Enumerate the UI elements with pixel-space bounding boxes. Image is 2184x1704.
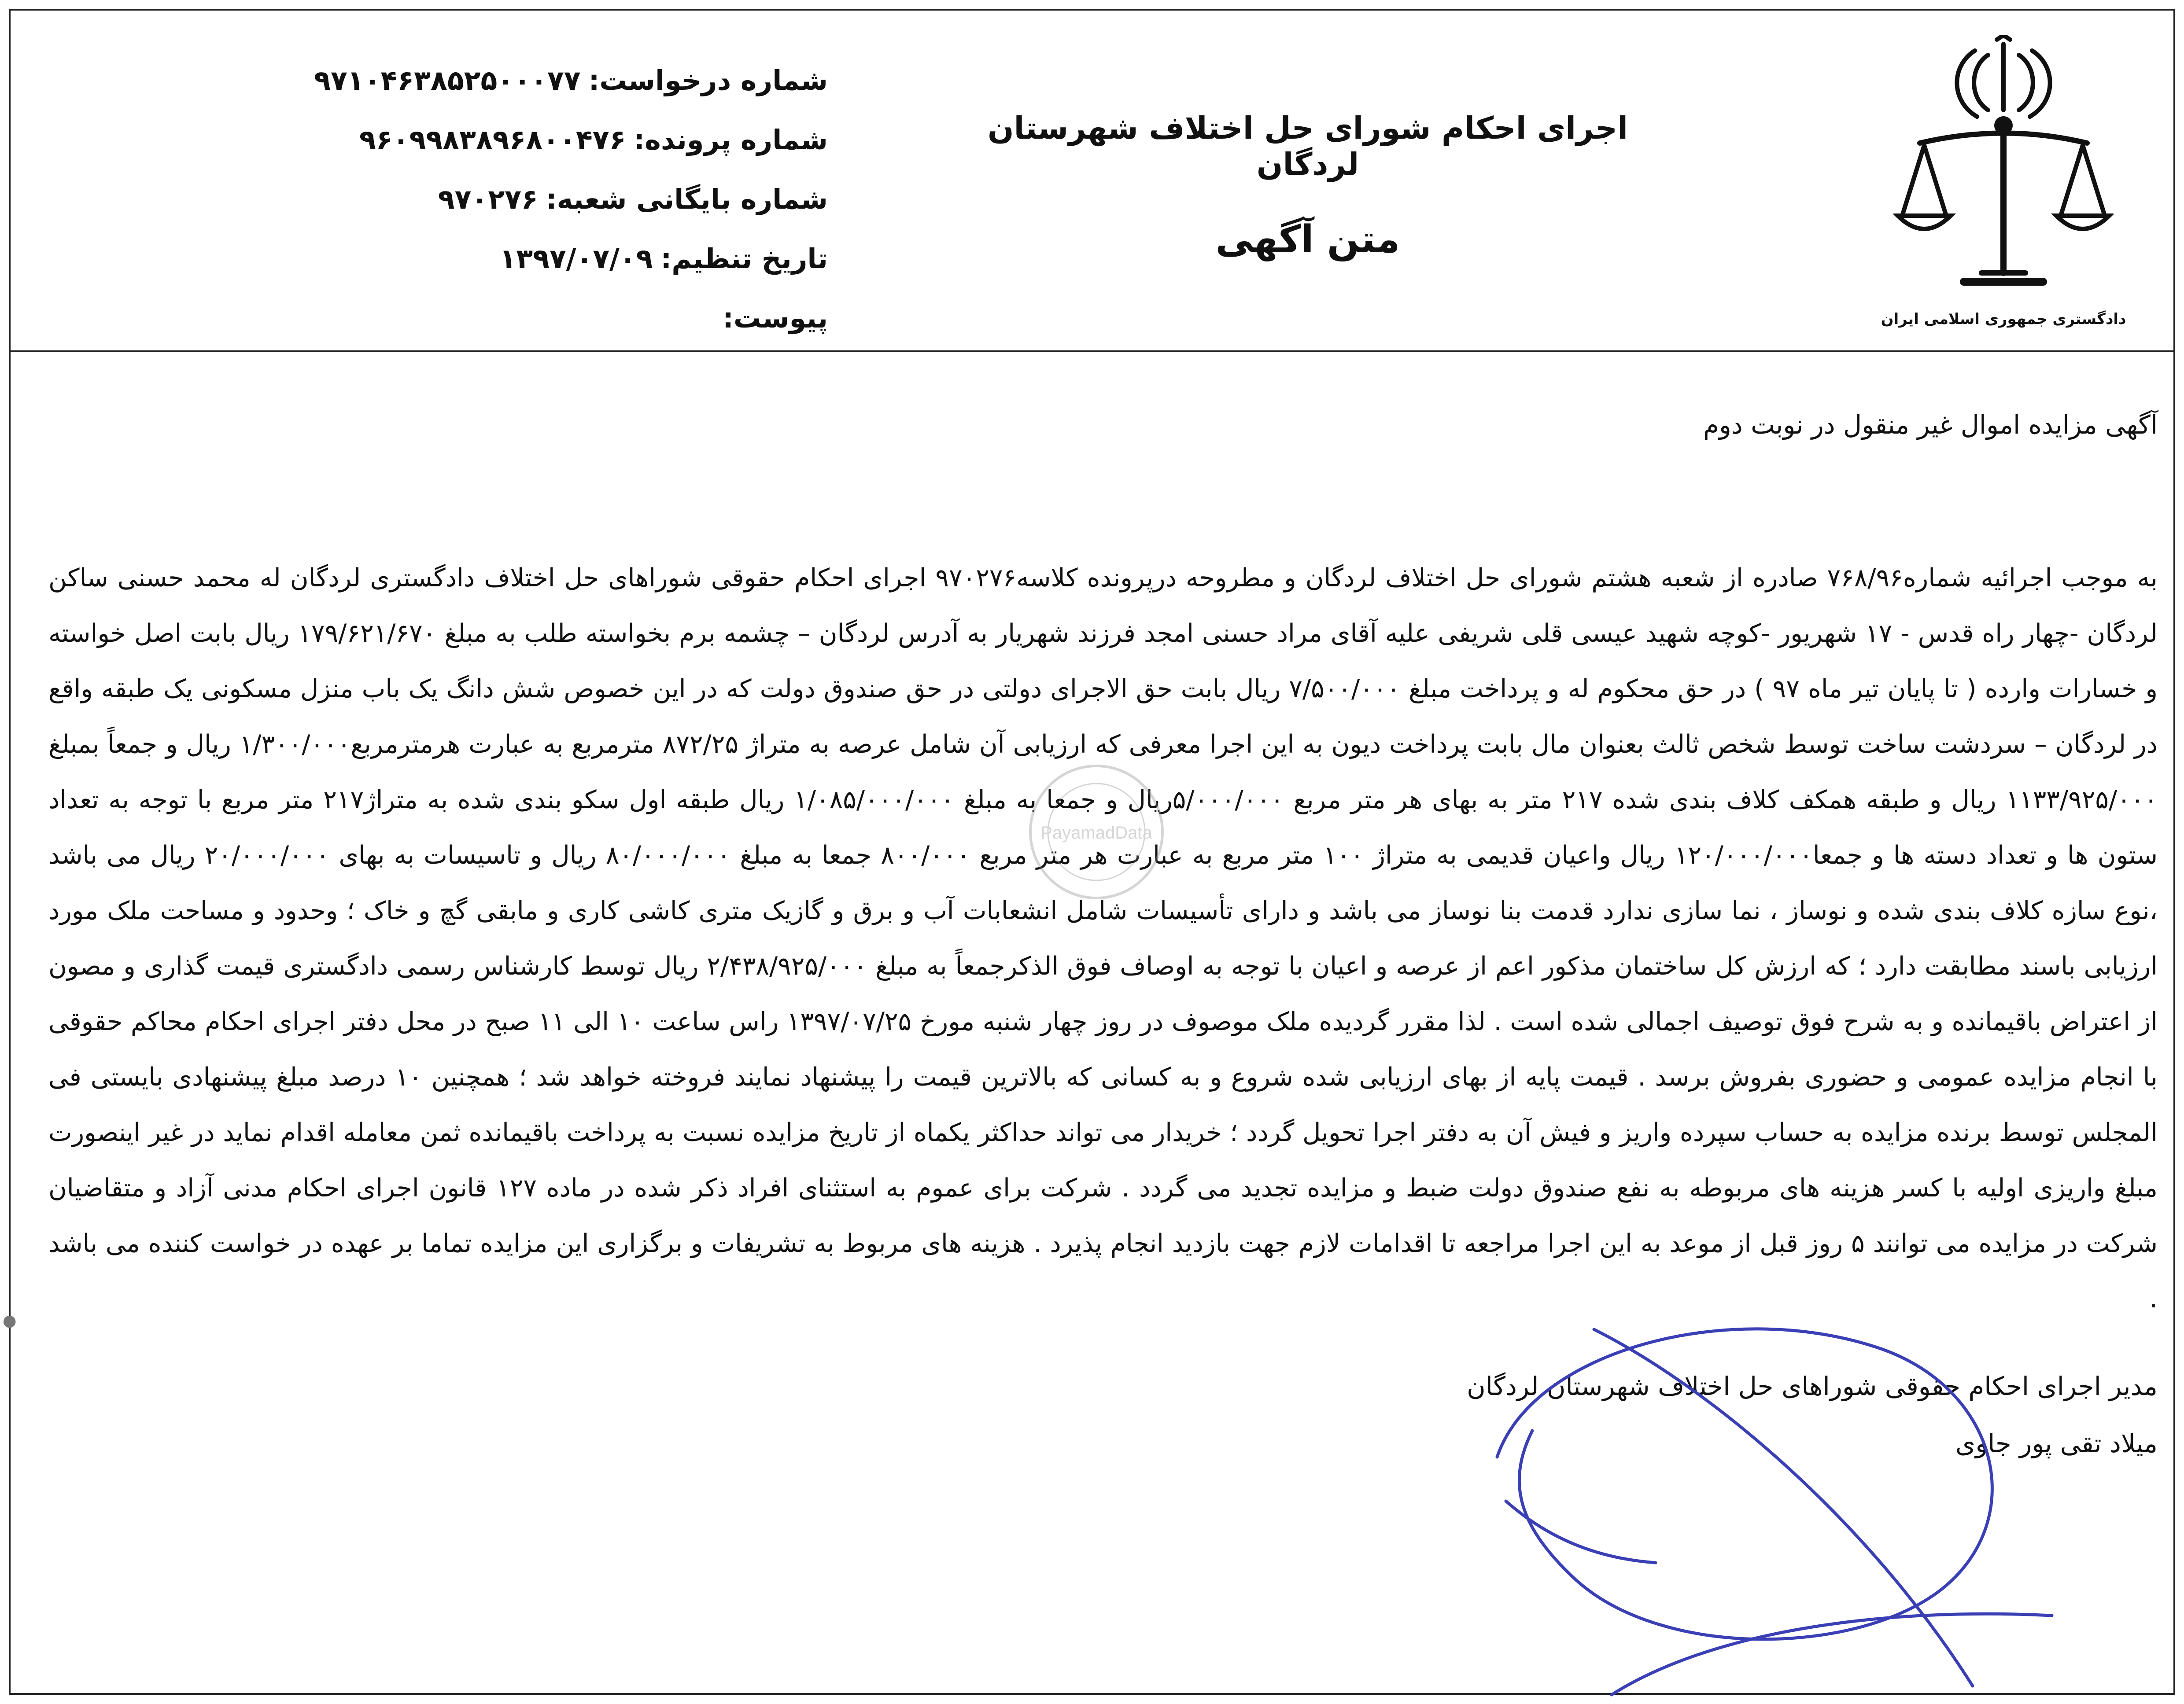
signature-block: [48, 1358, 2158, 1472]
emblem-caption: دادگستری جمهوری اسلامی ایران: [1881, 310, 2126, 328]
document-meta: [299, 51, 828, 348]
meta-label: شماره بایگانی شعبه:: [546, 183, 828, 215]
meta-value: ۹۶۰۹۹۸۳۸۹۶۸۰۰۴۷۶: [359, 124, 626, 156]
watermark-text: PayamadData: [1040, 823, 1152, 843]
title-block: [956, 110, 1660, 261]
meta-row-request-number: [299, 51, 828, 110]
iran-emblem-scales-icon: [1893, 35, 2114, 299]
edge-mark: ●: [3, 1312, 17, 1330]
meta-value: ۹۷۱۰۴۶۳۸۵۲۵۰۰۰۷۷: [314, 64, 581, 96]
emblem-block: [1871, 35, 2136, 343]
document-body: [48, 370, 2158, 1472]
notice-title: آگهی مزایده اموال غیر منقول در نوبت دوم: [1703, 410, 2158, 440]
meta-row-archive-number: [299, 169, 828, 229]
signer-title: مدیر اجرای احکام حقوقی شوراهای حل اختلاف شهرستان لردگان: [1467, 1371, 2158, 1401]
page-title: اجرای احکام شورای حل اختلاف شهرستان لردگان: [987, 110, 1628, 182]
meta-row-case-number: [299, 110, 828, 169]
stamp-watermark-icon: [1022, 757, 1171, 907]
meta-label: شماره درخواست:: [588, 64, 828, 96]
meta-label: پیوست:: [723, 302, 828, 334]
meta-label: شماره پرونده:: [634, 124, 828, 156]
meta-value: ۱۳۹۷/۰۷/۰۹: [499, 243, 653, 275]
meta-label: تاریخ تنظیم:: [660, 243, 828, 275]
meta-value: ۹۷۰۲۷۶: [438, 183, 538, 215]
meta-row-attachment: [299, 288, 828, 348]
notice-paragraph: به موجب اجرائیه شماره۷۶۸/۹۶ صادره از شعبه هشتم شورای حل اختلاف لردگان و مطروحه درپرونده کلاسه۹۷۰۲۷۶ اجرای احکام حقوقی شوراهای حل اختلاف دادگستری لردگان له محمد حسنی ساکن لردگان -چهار راه قدس - ۱۷ شهریور -کوچه شهید عیسی قلی شریفی علیه آقای مراد حسنی امجد فرزند شهریار به آدرس لردگان – چشمه برم بخواسته طلب به مبلغ ۱۷۹/۶۲۱/۶۷۰ ریال بابت اصل خواسته و خسارات وارده ( تا پایان تیر ماه ۹۷ ) در حق محکوم له و پرداخت مبلغ ۷/۵۰۰/۰۰۰ ریال بابت حق الاجرای دولتی در حق صندوق دولت که در این خصوص شش دانگ یک باب منزل مسکونی یک طبقه واقع در لردگان – سردشت ساخت توسط شخص ثالث بعنوان مال بابت پرداخت دیون به این اجرا معرفی که ارزیابی آن شامل عرصه به متراژ ۸۷۲/۲۵ مترمربع به عبارت هرمترمربع۱/۳۰۰/۰۰۰ ریال و جمعاً بمبلغ ۱۱۳۳/۹۲۵/۰۰۰ ریال و طبقه همکف کلاف بندی شده ۲۱۷ متر به بهای هر متر مربع ۵/۰۰۰/۰۰۰ریال و جمعا به مبلغ ۱/۰۸۵/۰۰۰/۰۰۰ ریال طبقه اول سکو بندی شده به متراژ۲۱۷ متر مربع با توجه به تعداد ستون ها و تعداد دسته ها و جمعا۱۲۰/۰۰۰/۰۰۰ ریال واعیان قدیمی به متراژ ۱۰۰ متر مربع به عبارت هر متر مربع ۸۰۰/۰۰۰ جمعا به مبلغ ۸۰/۰۰۰/۰۰۰ ریال و تاسیسات به بهای ۲۰/۰۰۰/۰۰۰ ریال می باشد ،نوع سازه کلاف بندی شده و نوساز ، نما سازی ندارد قدمت بنا نوساز می باشد و دارای تأسیسات شامل انشعابات آب و برق و گازیک متری کاشی کاری و مابقی گچ و خاک ؛ وحدود و مساحت ملک مورد ارزیابی باسند مطابقت دارد ؛ که ارزش کل ساختمان مذکور اعم از عرصه و اعیان با توجه به اوصاف فوق الذکرجمعاً به مبلغ ۲/۴۳۸/۹۲۵/۰۰۰ ریال توسط کارشناس رسمی دادگستری قیمت گذاری و مصون از اعتراض باقیمانده و به شرح فوق توصیف اجمالی شده است . لذا مقرر گردیده ملک موصوف در روز چهار شنبه مورخ ۱۳۹۷/۰۷/۲۵ راس ساعت ۱۰ الی ۱۱ صبح در محل دفتر اجرای احکام محاکم حقوقی با انجام مزایده عمومی و حضوری بفروش برسد . قیمت پایه از بهای ارزیابی شده شروع و به کسانی که بالاترین قیمت را پیشنهاد نمایند فروخته خواهد شد ؛ همچنین ۱۰ درصد مبلغ پیشنهادی بایستی فی المجلس توسط برنده مزایده به حساب سپرده واریز و فیش آن به دفتر اجرا تحویل گردد ؛ خریدار می تواند حداکثر یکماه از تاریخ مزایده نسبت به پرداخت باقیمانده ثمن معامله اقدام نماید در غیر اینصورت مبلغ واریزی اولیه با کسر هزینه های مربوطه به نفع صندوق دولت ضبط و مزایده تجدید می گردد . شرکت برای عموم به استثنای افراد ذکر شده در ماده ۱۲۷ قانون اجرای احکام مدنی آزاد و متقاضیان شرکت در مزایده می توانند ۵ روز قبل از موعد به این اجرا مراجعه تا اقدامات لازم جهت بازدید انجام پذیرد . هزینه های مربوط به تشریفات و برگزاری این مزایده تماما بر عهده در خواست کننده می باشد .: [48, 563, 2158, 1314]
document-header: [9, 9, 2175, 352]
meta-row-issue-date: [299, 229, 828, 288]
signer-name: میلاد تقی پور جاوی: [1955, 1428, 2158, 1458]
page-subtitle: متن آگهی: [1215, 217, 1400, 261]
